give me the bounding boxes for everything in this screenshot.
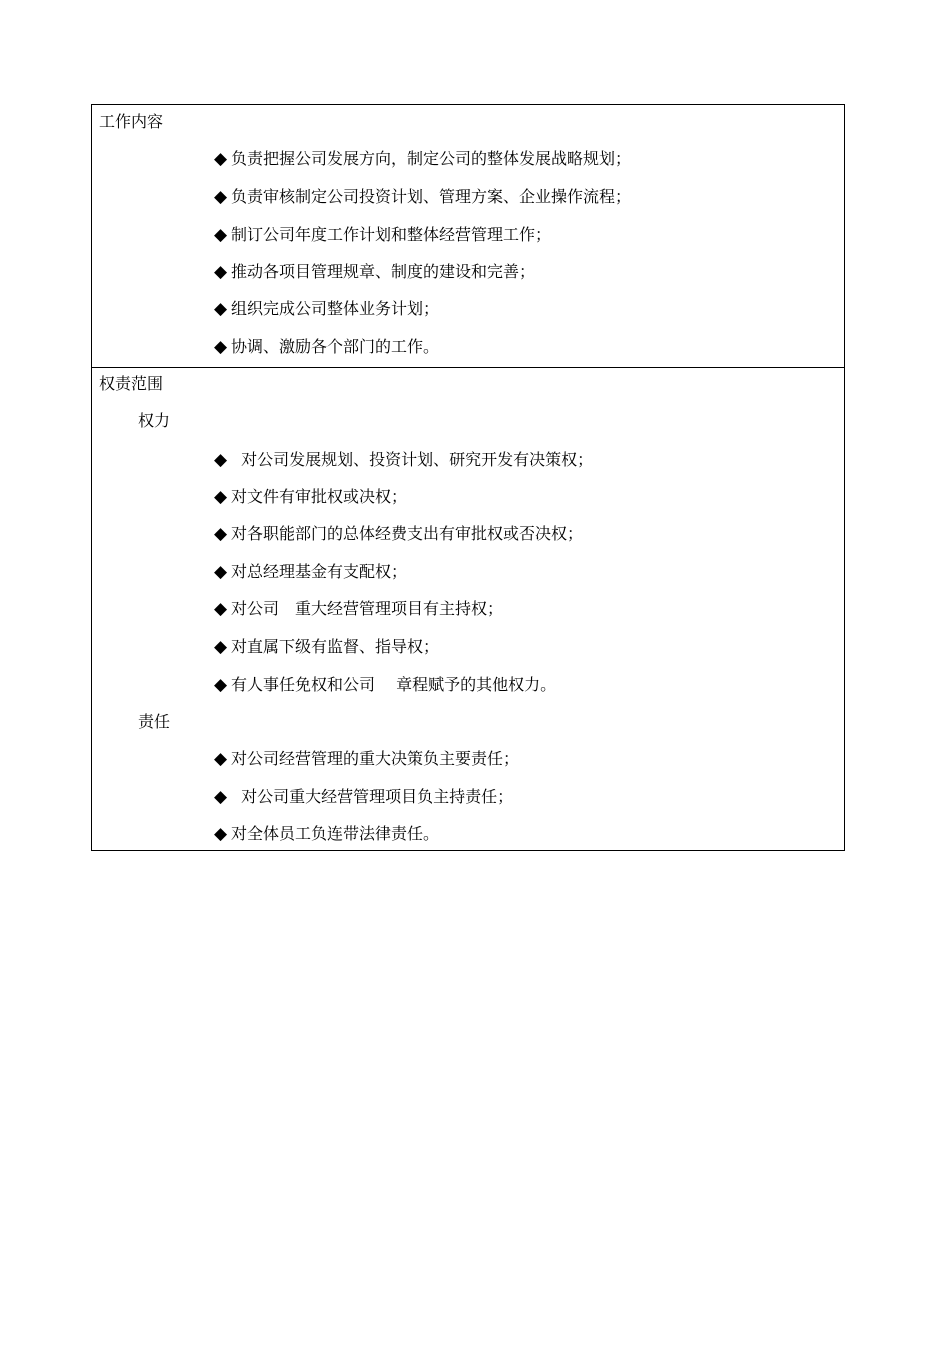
- responsibility-item: ◆ 对公司重大经营管理项目负主持责任；: [214, 787, 514, 807]
- work-content-item: ◆ 组织完成公司整体业务计划；: [214, 299, 440, 319]
- responsibility-item: ◆ 对全体员工负连带法律责任。: [214, 824, 440, 844]
- responsibility-item: ◆ 对公司经营管理的重大决策负主要责任；: [214, 749, 520, 769]
- scope-title: 权责范围: [99, 374, 164, 393]
- diamond-bullet-icon: ◆: [214, 637, 228, 657]
- work-content-item: ◆ 负责审核制定公司投资计划、管理方案、企业操作流程；: [214, 187, 632, 207]
- diamond-bullet-icon: ◆: [214, 299, 228, 319]
- diamond-bullet-icon: ◆: [214, 149, 228, 169]
- diamond-bullet-icon: ◆: [214, 599, 228, 619]
- diamond-bullet-icon: ◆: [214, 787, 228, 807]
- work-content-item: ◆ 推动各项目管理规章、制度的建设和完善；: [214, 262, 536, 282]
- power-item: ◆ 对公司发展规划、投资计划、研究开发有决策权；: [214, 450, 594, 470]
- diamond-bullet-icon: ◆: [214, 749, 228, 769]
- power-item: ◆ 对总经理基金有支配权；: [214, 562, 408, 582]
- diamond-bullet-icon: ◆: [214, 824, 228, 844]
- diamond-bullet-icon: ◆: [214, 675, 228, 695]
- powers-title: 权力: [138, 411, 171, 430]
- power-item: ◆ 对文件有审批权或决权；: [214, 487, 408, 507]
- diamond-bullet-icon: ◆: [214, 262, 228, 282]
- responsibilities-title: 责任: [138, 712, 171, 731]
- work-content-item: ◆ 负责把握公司发展方向，制定公司的整体发展战略规划；: [214, 149, 632, 169]
- power-item: ◆ 对各职能部门的总体经费支出有审批权或否决权；: [214, 524, 584, 544]
- diamond-bullet-icon: ◆: [214, 562, 228, 582]
- work-content-section: [92, 105, 844, 367]
- scope-section: [92, 367, 844, 850]
- work-content-item: ◆ 协调、激励各个部门的工作。: [214, 337, 440, 357]
- job-description-table: [91, 104, 845, 851]
- diamond-bullet-icon: ◆: [214, 524, 228, 544]
- power-item: ◆ 对公司 重大经营管理项目有主持权；: [214, 599, 504, 619]
- work-content-item: ◆ 制订公司年度工作计划和整体经营管理工作；: [214, 225, 552, 245]
- diamond-bullet-icon: ◆: [214, 450, 228, 470]
- diamond-bullet-icon: ◆: [214, 337, 228, 357]
- power-item: ◆ 有人事任免权和公司 章程赋予的其他权力。: [214, 675, 557, 695]
- diamond-bullet-icon: ◆: [214, 187, 228, 207]
- power-item: ◆ 对直属下级有监督、指导权；: [214, 637, 440, 657]
- diamond-bullet-icon: ◆: [214, 487, 228, 507]
- work-content-title: 工作内容: [99, 112, 164, 131]
- diamond-bullet-icon: ◆: [214, 225, 228, 245]
